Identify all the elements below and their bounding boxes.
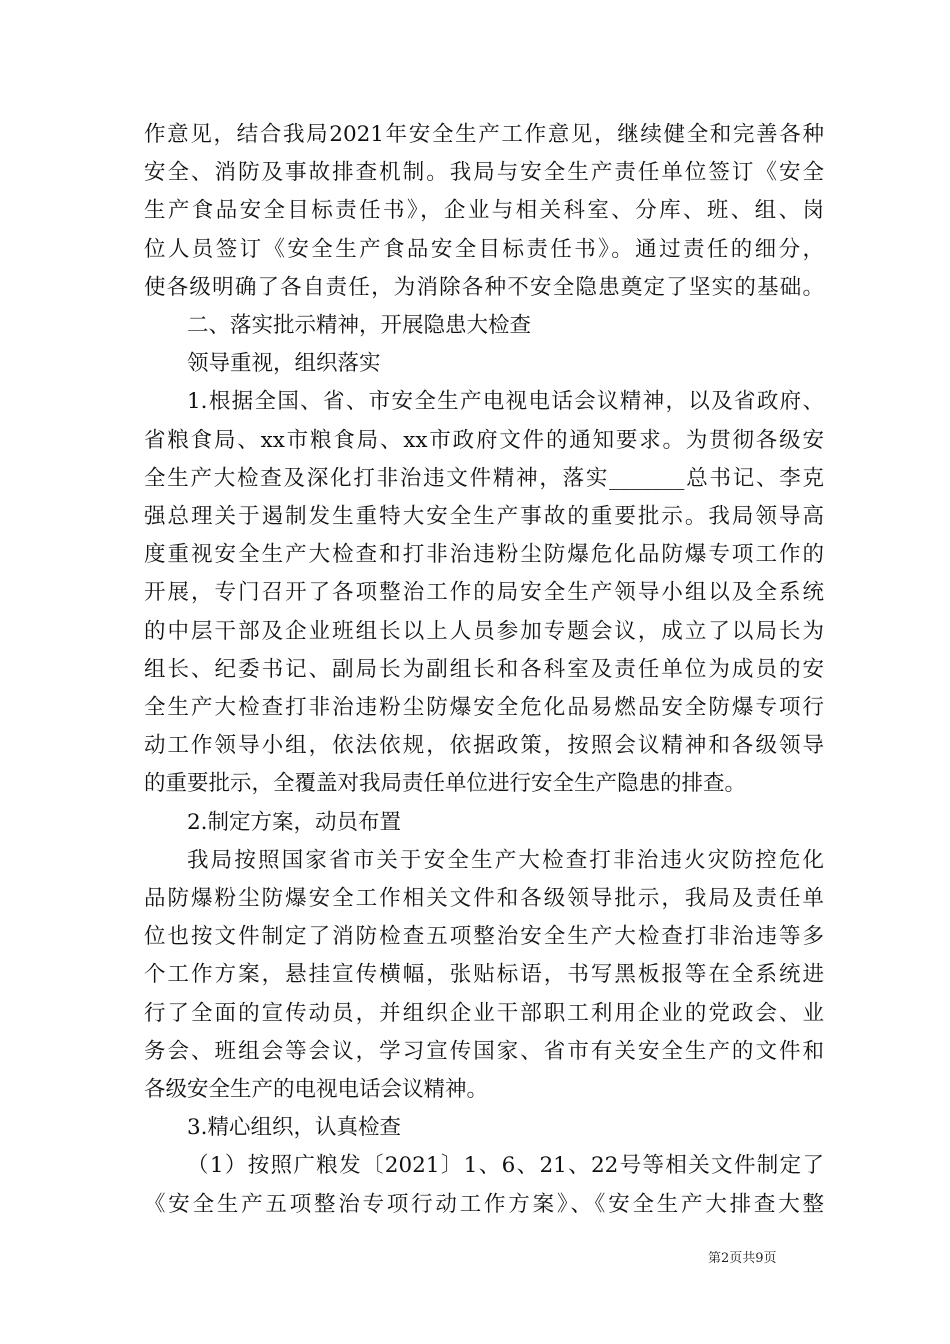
- document-body: [144, 116, 824, 1224]
- subsection-heading: 2.制定方案，动员布置: [187, 809, 402, 835]
- paragraph-line: 务会、班组会等会议，学习宣传国家、省市有关安全生产的文件和: [144, 1038, 824, 1064]
- paragraph-line: 省粮食局、xx市粮食局、xx市政府文件的通知要求。为贯彻各级安: [144, 427, 824, 453]
- paragraph-line: 动工作领导小组，依法依规，依据政策，按照会议精神和各级领导: [144, 733, 824, 759]
- paragraph-line: 位人员签订《安全生产食品安全目标责任书》。通过责任的细分，: [144, 236, 824, 262]
- paragraph-line: （1）按照广粮发〔2021〕1、6、21、22号等相关文件制定了: [187, 1153, 824, 1179]
- paragraph-line: 全生产大检查及深化打非治违文件精神，落实_______总书记、李克: [144, 465, 824, 491]
- paragraph-line: 位也按文件制定了消防检查五项整治安全生产大检查打非治违等多: [144, 924, 824, 950]
- paragraph-line: 个工作方案，悬挂宣传横幅，张贴标语，书写黑板报等在全系统进: [144, 962, 824, 988]
- subsection-heading: 3.精心组织，认真检查: [187, 1115, 402, 1141]
- subsection-heading: 领导重视，组织落实: [187, 351, 381, 377]
- paragraph-line: 的重要批示，全覆盖对我局责任单位进行安全生产隐患的排查。: [144, 771, 747, 797]
- paragraph-line: 行了全面的宣传动员，并组织企业干部职工利用企业的党政会、业: [144, 1000, 824, 1026]
- paragraph-line: 1.根据全国、省、市安全生产电视电话会议精神，以及省政府、: [187, 389, 824, 415]
- paragraph-line: 开展，专门召开了各项整治工作的局安全生产领导小组以及全系统: [144, 580, 824, 606]
- paragraph-line: 全生产大检查打非治违粉尘防爆安全危化品易燃品安全防爆专项行: [144, 695, 824, 721]
- paragraph-line: 《安全生产五项整治专项行动工作方案》、《安全生产大排查大整: [144, 1191, 824, 1217]
- paragraph-line: 的中层干部及企业班组长以上人员参加专题会议，成立了以局长为: [144, 618, 824, 644]
- section-heading: 二、落实批示精神，开展隐患大检查: [187, 313, 532, 339]
- paragraph-line: 各级安全生产的电视电话会议精神。: [144, 1077, 489, 1103]
- paragraph-line: 组长、纪委书记、副局长为副组长和各科室及责任单位为成员的安: [144, 656, 824, 682]
- paragraph-line: 作意见，结合我局2021年安全生产工作意见，继续健全和完善各种: [144, 122, 824, 147]
- paragraph-line: 品防爆粉尘防爆安全工作相关文件和各级领导批示，我局及责任单: [144, 886, 824, 912]
- paragraph-line: 生产食品安全目标责任书》，企业与相关科室、分库、班、组、岗: [144, 198, 824, 224]
- paragraph-line: 度重视安全生产大检查和打非治违粉尘防爆危化品防爆专项工作的: [144, 542, 824, 568]
- paragraph-line: 强总理关于遏制发生重特大安全生产事故的重要批示。我局领导高: [144, 504, 824, 530]
- paragraph-line: 使各级明确了各自责任，为消除各种不安全隐患奠定了坚实的基础。: [144, 274, 824, 300]
- page-number: 第2页共9页: [708, 1251, 777, 1266]
- paragraph-line: 安全、消防及事故排查机制。我局与安全生产责任单位签订《安全: [144, 160, 824, 186]
- paragraph-line: 我局按照国家省市关于安全生产大检查打非治违火灾防控危化: [187, 847, 824, 873]
